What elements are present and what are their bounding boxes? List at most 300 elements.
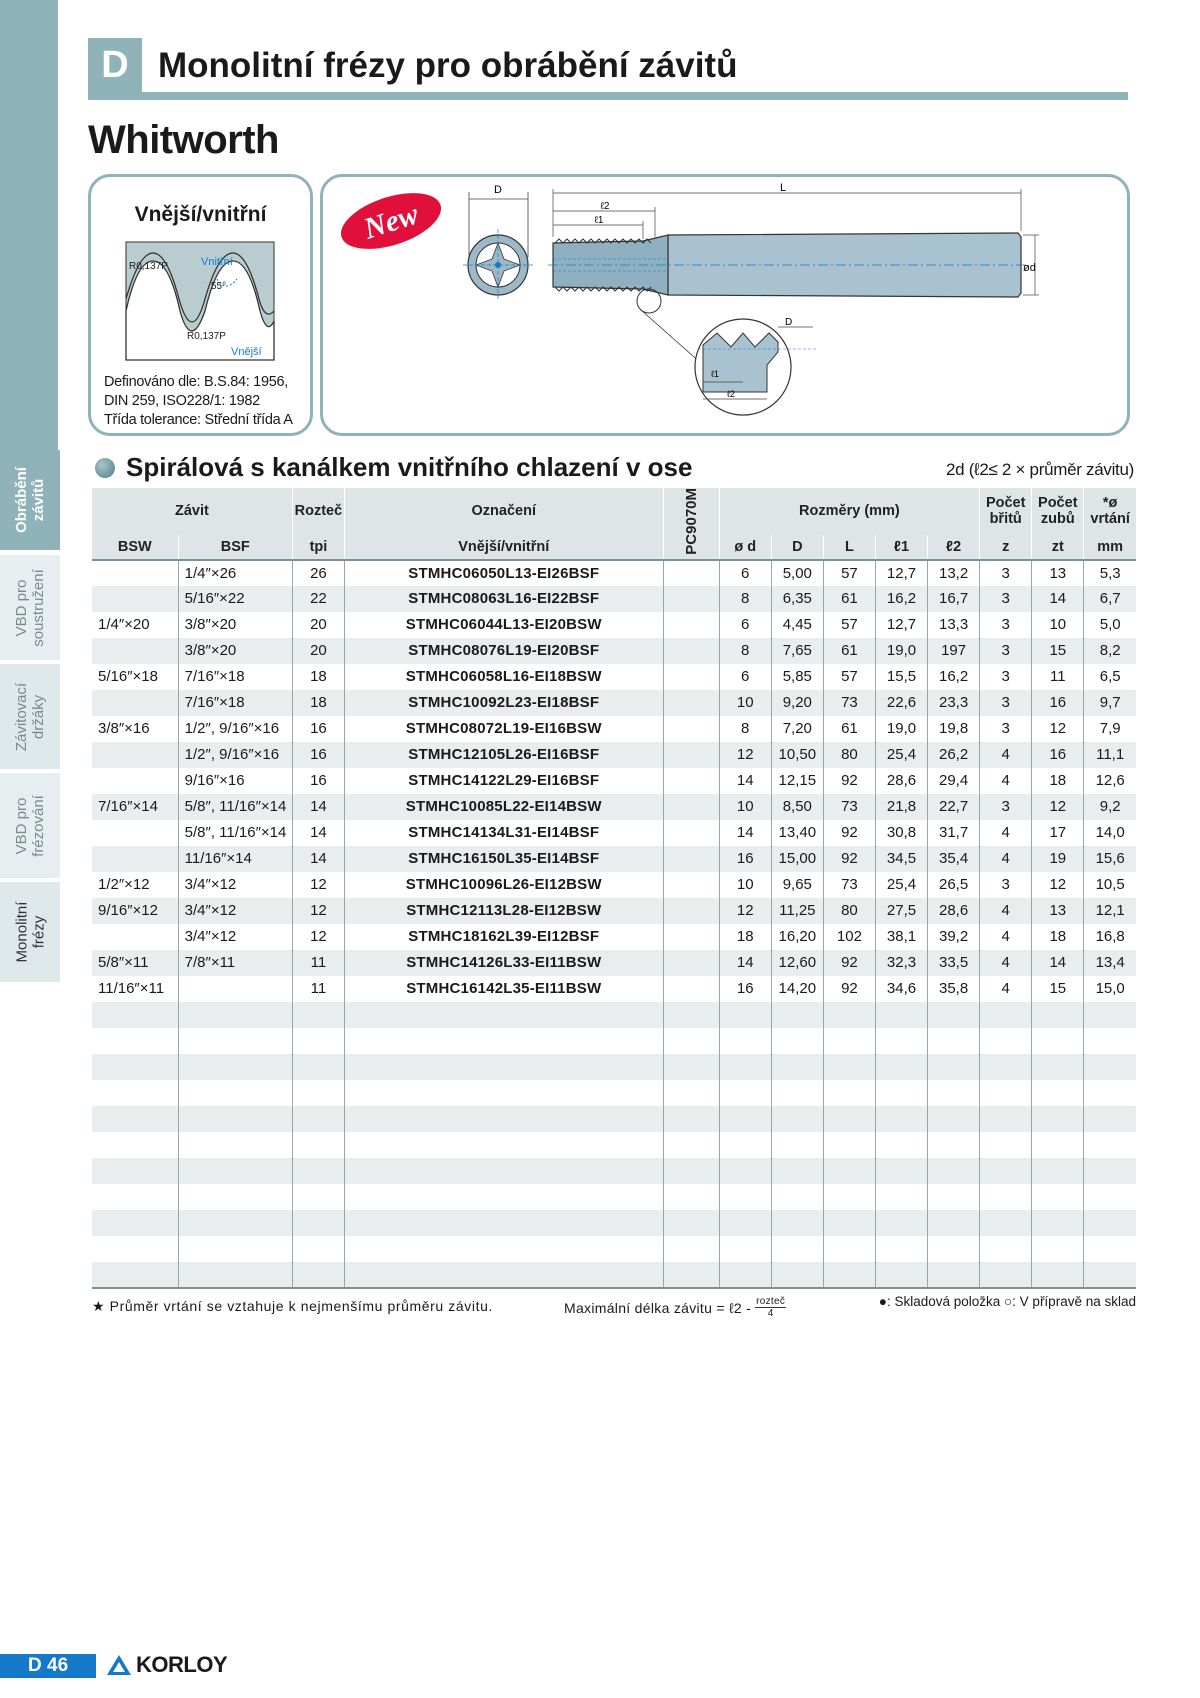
cell-od: 14 [719, 950, 771, 976]
cell-drill: 9,7 [1084, 690, 1136, 716]
new-badge-label: New [359, 197, 423, 246]
empty-cell [92, 1236, 178, 1262]
profile-inner-label: Vnitřní [201, 256, 233, 268]
empty-cell [292, 1002, 344, 1028]
empty-cell [875, 1002, 927, 1028]
table-row [92, 560, 1136, 586]
cell-L: 92 [823, 950, 875, 976]
empty-cell [875, 1028, 927, 1054]
cell-l2: 197 [928, 638, 980, 664]
cell-l1: 38,1 [875, 924, 927, 950]
cell-grade [663, 820, 719, 846]
empty-cell [1032, 1210, 1084, 1236]
empty-cell [178, 1262, 292, 1288]
cell-tpi: 14 [292, 846, 344, 872]
side-tab-label: VBD pro soustružení [13, 568, 48, 647]
empty-cell [875, 1262, 927, 1288]
cell-bsf: 3/8″×20 [178, 612, 292, 638]
cell-zt: 14 [1032, 950, 1084, 976]
definition-line: DIN 259, ISO228/1: 1982 [104, 393, 260, 409]
tool-drawing [323, 177, 1127, 433]
cell-grade [663, 586, 719, 612]
cell-bsf: 1/2″, 9/16″×16 [178, 716, 292, 742]
empty-cell [178, 1054, 292, 1080]
cell-L: 73 [823, 794, 875, 820]
empty-cell [344, 1210, 663, 1236]
empty-cell [875, 1132, 927, 1158]
cell-zt: 16 [1032, 742, 1084, 768]
cell-od: 14 [719, 820, 771, 846]
cell-bsf: 1/2″, 9/16″×16 [178, 742, 292, 768]
cell-tpi: 14 [292, 794, 344, 820]
dim-l2: ℓ2 [600, 201, 610, 212]
col-type: Vnější/vnitřní [344, 535, 663, 560]
cell-z: 4 [980, 742, 1032, 768]
cell-l2: 39,2 [928, 924, 980, 950]
cell-l2: 13,3 [928, 612, 980, 638]
cell-code: STMHC10092L23-EI18BSF [344, 690, 663, 716]
profile-radius-top: R0,137P [129, 261, 168, 272]
empty-cell [178, 1002, 292, 1028]
empty-cell [292, 1028, 344, 1054]
empty-cell [1084, 1132, 1136, 1158]
empty-cell [663, 1132, 719, 1158]
cell-l2: 31,7 [928, 820, 980, 846]
cell-bsw [92, 560, 178, 586]
cell-zt: 12 [1032, 716, 1084, 742]
cell-zt: 16 [1032, 690, 1084, 716]
empty-cell [292, 1106, 344, 1132]
cell-od: 6 [719, 612, 771, 638]
empty-cell [771, 1080, 823, 1106]
cell-L: 61 [823, 716, 875, 742]
empty-cell [980, 1184, 1032, 1210]
brand-name: KORLOY [136, 1652, 228, 1677]
cell-od: 6 [719, 560, 771, 586]
cell-bsf: 7/16″×18 [178, 664, 292, 690]
col-l2: ℓ2 [928, 535, 980, 560]
table-row [92, 846, 1136, 872]
empty-cell [92, 1080, 178, 1106]
empty-cell [980, 1236, 1032, 1262]
cell-bsw: 7/16″×14 [92, 794, 178, 820]
side-tab-thread-holders[interactable] [0, 664, 60, 769]
empty-cell [980, 1028, 1032, 1054]
cell-tpi: 16 [292, 768, 344, 794]
cell-tpi: 12 [292, 924, 344, 950]
profile-angle: 55° [211, 281, 227, 292]
empty-cell [823, 1262, 875, 1288]
empty-cell [663, 1236, 719, 1262]
dim-L: L [779, 182, 787, 194]
cell-zt: 10 [1032, 612, 1084, 638]
empty-cell [771, 1106, 823, 1132]
col-teeth: Počet zubů [1032, 488, 1084, 535]
col-thread: Závit [92, 488, 292, 535]
cell-bsf: 1/4″×26 [178, 560, 292, 586]
cell-tpi: 20 [292, 638, 344, 664]
side-tab-threading[interactable] [0, 450, 60, 550]
empty-row [92, 1054, 1136, 1080]
cell-zt: 12 [1032, 794, 1084, 820]
cell-grade [663, 716, 719, 742]
product-table [92, 488, 1136, 1289]
cell-l2: 13,2 [928, 560, 980, 586]
cell-l1: 12,7 [875, 612, 927, 638]
empty-cell [823, 1080, 875, 1106]
cell-grade [663, 664, 719, 690]
empty-cell [823, 1002, 875, 1028]
footnote-drill: ★ Průměr vrtání se vztahuje k nejmenšímu průměru závitu. [92, 1298, 493, 1314]
empty-cell [92, 1158, 178, 1184]
empty-cell [1032, 1132, 1084, 1158]
empty-cell [292, 1158, 344, 1184]
side-tab-turning-inserts[interactable] [0, 555, 60, 660]
empty-cell [771, 1054, 823, 1080]
cell-D: 7,20 [771, 716, 823, 742]
cell-l1: 34,5 [875, 846, 927, 872]
cell-grade [663, 924, 719, 950]
cell-z: 4 [980, 950, 1032, 976]
cell-z: 4 [980, 924, 1032, 950]
header-rule [88, 92, 1128, 100]
empty-cell [292, 1184, 344, 1210]
empty-cell [1032, 1080, 1084, 1106]
cell-od: 8 [719, 638, 771, 664]
col-dimensions: Rozměry (mm) [719, 488, 979, 535]
cell-l1: 12,7 [875, 560, 927, 586]
cell-grade [663, 742, 719, 768]
empty-cell [178, 1158, 292, 1184]
empty-cell [92, 1106, 178, 1132]
empty-cell [178, 1236, 292, 1262]
cell-l2: 35,4 [928, 846, 980, 872]
empty-cell [292, 1210, 344, 1236]
empty-cell [292, 1236, 344, 1262]
cell-tpi: 20 [292, 612, 344, 638]
side-tab-milling-inserts[interactable] [0, 773, 60, 878]
cell-bsw [92, 690, 178, 716]
cell-l2: 19,8 [928, 716, 980, 742]
cell-od: 6 [719, 664, 771, 690]
cell-D: 13,40 [771, 820, 823, 846]
cell-drill: 12,1 [1084, 898, 1136, 924]
cell-bsf: 3/4″×12 [178, 898, 292, 924]
table-row [92, 664, 1136, 690]
col-od: ø d [719, 535, 771, 560]
empty-row [92, 1184, 1136, 1210]
empty-cell [344, 1106, 663, 1132]
cell-l2: 16,7 [928, 586, 980, 612]
empty-cell [719, 1262, 771, 1288]
cell-D: 4,45 [771, 612, 823, 638]
cell-drill: 8,2 [1084, 638, 1136, 664]
col-L: L [823, 535, 875, 560]
dim-l1-detail: ℓ1 [711, 369, 719, 379]
cell-tpi: 16 [292, 716, 344, 742]
cell-bsf: 5/8″, 11/16″×14 [178, 794, 292, 820]
empty-cell [344, 1028, 663, 1054]
empty-cell [928, 1210, 980, 1236]
empty-cell [1032, 1054, 1084, 1080]
cell-bsw [92, 846, 178, 872]
table-row [92, 820, 1136, 846]
side-accent-bar [0, 0, 58, 450]
cell-l1: 25,4 [875, 742, 927, 768]
cell-bsf: 7/16″×18 [178, 690, 292, 716]
cell-L: 57 [823, 664, 875, 690]
col-designation: Označení [344, 488, 663, 535]
empty-cell [771, 1002, 823, 1028]
empty-cell [719, 1002, 771, 1028]
cell-L: 92 [823, 846, 875, 872]
empty-cell [980, 1158, 1032, 1184]
empty-row [92, 1132, 1136, 1158]
empty-cell [980, 1262, 1032, 1288]
cell-drill: 16,8 [1095, 928, 1125, 946]
cell-L: 73 [823, 872, 875, 898]
empty-cell [875, 1210, 927, 1236]
cell-D: 5,00 [771, 560, 823, 586]
cell-bsf: 3/4″×12 [178, 924, 292, 950]
dim-D-end: D [494, 184, 502, 196]
empty-cell [344, 1054, 663, 1080]
cell-D: 10,50 [771, 742, 823, 768]
empty-cell [178, 1080, 292, 1106]
col-bsf: BSF [178, 535, 292, 560]
cell-bsw: 1/4″×20 [92, 612, 178, 638]
cell-D: 14,20 [771, 976, 823, 1002]
empty-cell [719, 1106, 771, 1132]
empty-cell [1084, 1236, 1136, 1262]
table-row [92, 742, 1136, 768]
cell-l1: 19,0 [875, 716, 927, 742]
table-row [92, 924, 1136, 950]
cell-D: 11,25 [771, 898, 823, 924]
empty-cell [92, 1028, 178, 1054]
definition-line: Třída tolerance: Střední třída A [104, 412, 293, 428]
empty-cell [928, 1236, 980, 1262]
col-bsw: BSW [92, 535, 178, 560]
cell-z: 3 [980, 872, 1032, 898]
empty-cell [92, 1184, 178, 1210]
empty-cell [719, 1158, 771, 1184]
empty-cell [663, 1002, 719, 1028]
cell-L: 57 [823, 612, 875, 638]
thread-length-formula: Maximální délka závitu = ℓ2 - [564, 1299, 752, 1316]
cell-tpi: 14 [292, 820, 344, 846]
cell-bsw: 11/16″×11 [92, 976, 178, 1002]
empty-row [92, 1080, 1136, 1106]
cell-zt: 11 [1032, 664, 1084, 690]
cell-code: STMHC12105L26-EI16BSF [344, 742, 663, 768]
cell-l2: 33,5 [928, 950, 980, 976]
empty-cell [980, 1106, 1032, 1132]
table-row [92, 716, 1136, 742]
empty-cell [823, 1028, 875, 1054]
empty-cell [344, 1002, 663, 1028]
empty-cell [344, 1262, 663, 1288]
empty-cell [928, 1158, 980, 1184]
cell-code: STMHC16142L35-EI11BSW [344, 976, 663, 1002]
empty-cell [292, 1054, 344, 1080]
side-tab-solid-mills[interactable] [0, 882, 60, 982]
cell-tpi: 22 [292, 586, 344, 612]
table-row [92, 690, 1136, 716]
section-title: Spirálová s kanálkem vnitřního chlazení v ose [126, 452, 693, 482]
empty-cell [928, 1080, 980, 1106]
empty-cell [980, 1054, 1032, 1080]
cell-bsf: 5/16″×22 [178, 586, 292, 612]
cell-z: 3 [980, 612, 1032, 638]
cell-D: 9,20 [771, 690, 823, 716]
cell-l1: 21,8 [875, 794, 927, 820]
empty-cell [771, 1210, 823, 1236]
cell-l1: 32,3 [875, 950, 927, 976]
cell-L: 61 [823, 586, 875, 612]
empty-cell [344, 1184, 663, 1210]
fraction-denominator: 4 [767, 1308, 774, 1319]
empty-cell [663, 1054, 719, 1080]
cell-drill: 14,0 [1095, 824, 1125, 842]
table-row [92, 872, 1136, 898]
brand-logo [106, 1652, 227, 1678]
empty-cell [92, 1262, 178, 1288]
empty-cell [178, 1184, 292, 1210]
empty-cell [719, 1028, 771, 1054]
cell-z: 4 [980, 846, 1032, 872]
cell-zt: 13 [1032, 560, 1084, 586]
empty-cell [1084, 1002, 1136, 1028]
korloy-logo-icon [106, 1654, 132, 1676]
empty-cell [823, 1184, 875, 1210]
cell-zt: 18 [1032, 924, 1084, 950]
empty-cell [1084, 1054, 1136, 1080]
empty-cell [344, 1132, 663, 1158]
cell-drill: 7,9 [1099, 720, 1121, 738]
cell-tpi: 11 [292, 950, 344, 976]
cell-code: STMHC16150L35-EI14BSF [344, 846, 663, 872]
cell-z: 3 [980, 690, 1032, 716]
cell-code: STMHC10096L26-EI12BSW [344, 872, 663, 898]
cell-D: 7,65 [771, 638, 823, 664]
col-z: z [980, 535, 1032, 560]
side-tab-label: Závitovací držáky [13, 682, 48, 751]
empty-row [92, 1158, 1136, 1184]
empty-cell [771, 1158, 823, 1184]
cell-code: STMHC08072L19-EI16BSW [344, 716, 663, 742]
empty-cell [771, 1184, 823, 1210]
cell-bsw: 3/8″×16 [92, 716, 178, 742]
cell-code: STMHC10085L22-EI14BSW [344, 794, 663, 820]
cell-z: 3 [980, 794, 1032, 820]
cell-drill: 6,7 [1084, 586, 1136, 612]
empty-cell [719, 1080, 771, 1106]
empty-cell [875, 1106, 927, 1132]
cell-z: 3 [980, 638, 1032, 664]
cell-code: STMHC06050L13-EI26BSF [344, 560, 663, 586]
tool-drawing-panel [320, 174, 1130, 436]
cell-tpi: 12 [292, 872, 344, 898]
cell-od: 10 [719, 872, 771, 898]
cell-D: 12,15 [771, 768, 823, 794]
table-row [92, 898, 1136, 924]
empty-cell [292, 1262, 344, 1288]
col-zt: zt [1032, 535, 1084, 560]
table-row [92, 638, 1136, 664]
cell-zt: 19 [1032, 846, 1084, 872]
empty-cell [928, 1002, 980, 1028]
cell-D: 8,50 [771, 794, 823, 820]
table-row [92, 976, 1136, 1002]
empty-cell [663, 1106, 719, 1132]
cell-drill: 15,0 [1095, 980, 1125, 998]
empty-cell [1084, 1158, 1136, 1184]
empty-cell [875, 1184, 927, 1210]
empty-cell [1032, 1262, 1084, 1288]
cell-l2: 26,5 [928, 872, 980, 898]
empty-cell [719, 1210, 771, 1236]
empty-cell [1084, 1210, 1136, 1236]
cell-code: STMHC14126L33-EI11BSW [344, 950, 663, 976]
cell-L: 80 [823, 898, 875, 924]
cell-grade [663, 690, 719, 716]
col-grade [663, 488, 719, 560]
cell-od: 12 [719, 898, 771, 924]
new-badge [334, 182, 448, 260]
cell-zt: 14 [1032, 586, 1084, 612]
side-tab-label: Obrábění závitů [13, 467, 48, 533]
empty-cell [663, 1262, 719, 1288]
cell-l1: 22,6 [875, 690, 927, 716]
cell-grade [663, 950, 719, 976]
profile-radius-bottom: R0,137P [187, 331, 226, 342]
table-row [92, 612, 1136, 638]
stock-legend: ●: Skladová položka ○: V přípravě na sklad [878, 1294, 1136, 1309]
cell-z: 4 [980, 898, 1032, 924]
cell-z: 3 [980, 560, 1032, 586]
cell-L: 92 [823, 768, 875, 794]
empty-cell [823, 1236, 875, 1262]
empty-cell [823, 1106, 875, 1132]
cell-l1: 27,5 [875, 898, 927, 924]
empty-cell [928, 1028, 980, 1054]
empty-row [92, 1262, 1136, 1288]
cell-tpi: 18 [292, 690, 344, 716]
cell-drill: 6,5 [1099, 668, 1121, 686]
empty-cell [344, 1236, 663, 1262]
dim-D-detail: D [785, 317, 793, 328]
cell-L: 92 [823, 820, 875, 846]
cell-grade [663, 846, 719, 872]
empty-cell [771, 1236, 823, 1262]
cell-bsw: 5/16″×18 [92, 664, 178, 690]
empty-cell [928, 1054, 980, 1080]
cell-L: 61 [823, 638, 875, 664]
empty-cell [344, 1080, 663, 1106]
cell-l1: 34,6 [875, 976, 927, 1002]
cell-L: 102 [823, 924, 875, 950]
empty-row [92, 1002, 1136, 1028]
cell-l1: 19,0 [875, 638, 927, 664]
empty-cell [719, 1184, 771, 1210]
table-body [92, 560, 1136, 1288]
cell-bsw: 5/8″×11 [92, 950, 178, 976]
cell-l2: 28,6 [928, 898, 980, 924]
cell-zt: 13 [1032, 898, 1084, 924]
cell-l2: 23,3 [928, 690, 980, 716]
cell-l2: 26,2 [928, 742, 980, 768]
